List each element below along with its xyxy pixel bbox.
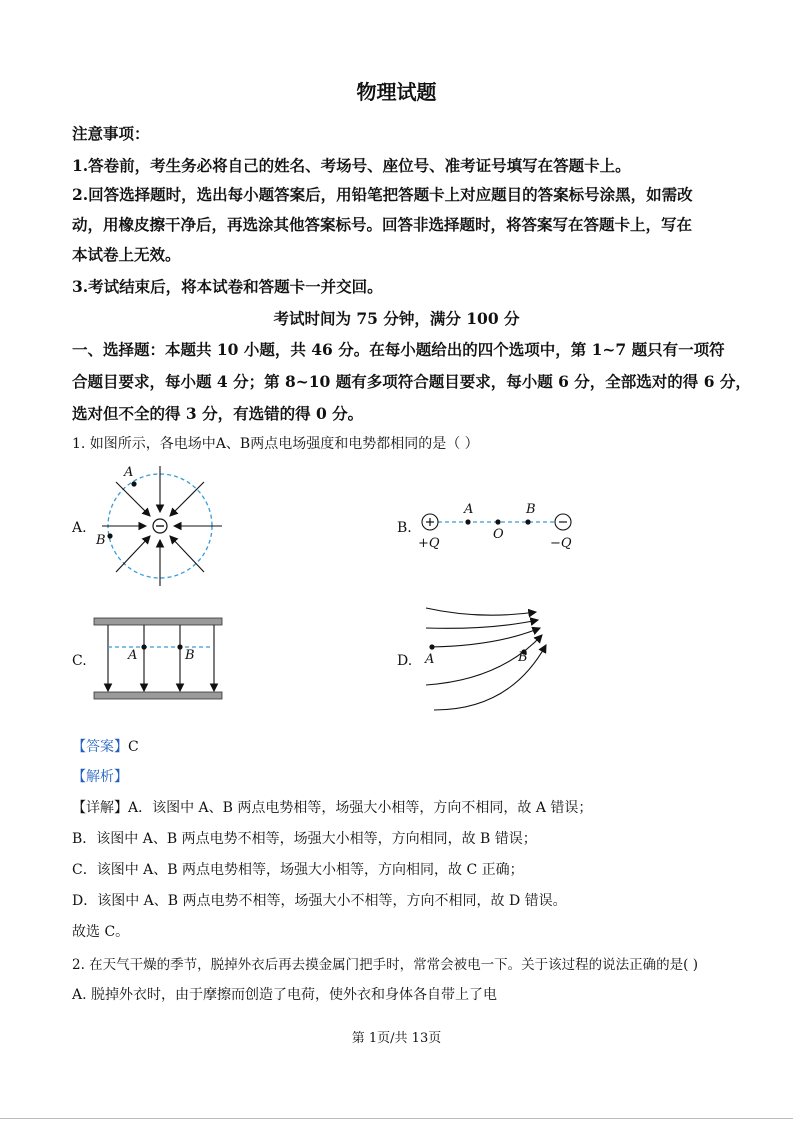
option-b-label: B. (397, 520, 412, 536)
note-item-2-line-2: 动，用橡皮擦干净后，再选涂其他答案标号。回答非选择题时，将答案写在答题卡上，写在 (72, 215, 693, 234)
q2-option-a: A. 脱掉外衣时，由于摩擦而创造了电荷，使外衣和身体各自带上了电 (72, 987, 498, 1003)
detail-b: B．该图中 A、B 两点电势不相等，场强大小相等，方向相同，故 B 错误； (72, 831, 537, 847)
option-a-label: A. (72, 520, 87, 536)
option-d-label: D. (397, 653, 413, 669)
notes-heading: 注意事项： (72, 124, 150, 143)
figure-b-plus-q-label: +Q (418, 536, 440, 551)
analysis-tag: 【解析】 (72, 769, 128, 785)
figure-d-point-a-label: A (425, 652, 435, 667)
figure-a-point-charge-field (92, 458, 232, 590)
figure-b-minus-q-label: −Q (550, 536, 572, 551)
section1-line-2: 合题目要求，每小题 4 分；第 8~10 题有多项符合题目要求，每小题 6 分，全部选对的得 6 分， (72, 372, 751, 391)
figure-c-point-b-label: B (185, 648, 195, 663)
option-c-label: C. (72, 653, 87, 669)
figure-c-point-a-label: A (128, 648, 138, 663)
q1-stem: 1. 如图所示，各电场中A、B两点电场强度和电势都相同的是（ ） (72, 436, 479, 452)
note-item-3: 3.考试结束后，将本试卷和答题卡一并交回。 (72, 277, 383, 296)
section1-line-1: 一、选择题：本题共 10 小题，共 46 分。在每小题给出的四个选项中，第 1~7 题只有一项符 (72, 340, 725, 359)
answer-value: C (128, 739, 139, 755)
note-item-2-line-3: 本试卷上无效。 (72, 245, 181, 264)
section1-line-3: 选对但不全的得 3 分，有选错的得 0 分。 (72, 404, 364, 423)
exam-time: 考试时间为 75 分钟，满分 100 分 (273, 309, 520, 328)
answer-line (72, 736, 139, 756)
page-bottom-border (0, 1118, 793, 1119)
figure-b-point-b-label: B (526, 502, 536, 517)
figure-d-curved-field (420, 600, 560, 720)
figure-c-parallel-plates (92, 615, 226, 703)
figure-b-point-a-label: A (464, 502, 474, 517)
figure-a-point-a-label: A (124, 465, 134, 480)
detail-c: C．该图中 A、B 两点电势相等，场强大小相等，方向相同，故 C 正确； (72, 862, 524, 878)
answer-tag: 【答案】 (72, 739, 128, 755)
detail-a: 【详解】A．该图中 A、B 两点电势相等，场强大小相等，方向不相同，故 A 错误； (72, 800, 593, 816)
note-item-1: 1.答卷前，考生务必将自己的姓名、考场号、座位号、准考证号填写在答题卡上。 (72, 156, 631, 175)
page-footer: 第 1页/共 13页 (351, 1031, 442, 1046)
detail-d: D．该图中 A、B 两点电势不相等，场强大小不相等，方向不相同，故 D 错误。 (72, 893, 567, 909)
note-item-2-line-1: 2.回答选择题时，选出每小题答案后，用铅笔把答题卡上对应题目的答案标号涂黑，如需改 (72, 185, 693, 204)
figure-d-point-b-label: B (518, 650, 528, 665)
figure-a-point-b-label: B (96, 533, 106, 548)
conclusion: 故选 C。 (72, 924, 130, 940)
figure-b-point-o-label: O (493, 527, 504, 542)
q2-stem: 2. 在天气干燥的季节，脱掉外衣后再去摸金属门把手时，常常会被电一下。关于该过程的说法正确的是( ) (72, 957, 698, 973)
page-title: 物理试题 (356, 80, 437, 104)
